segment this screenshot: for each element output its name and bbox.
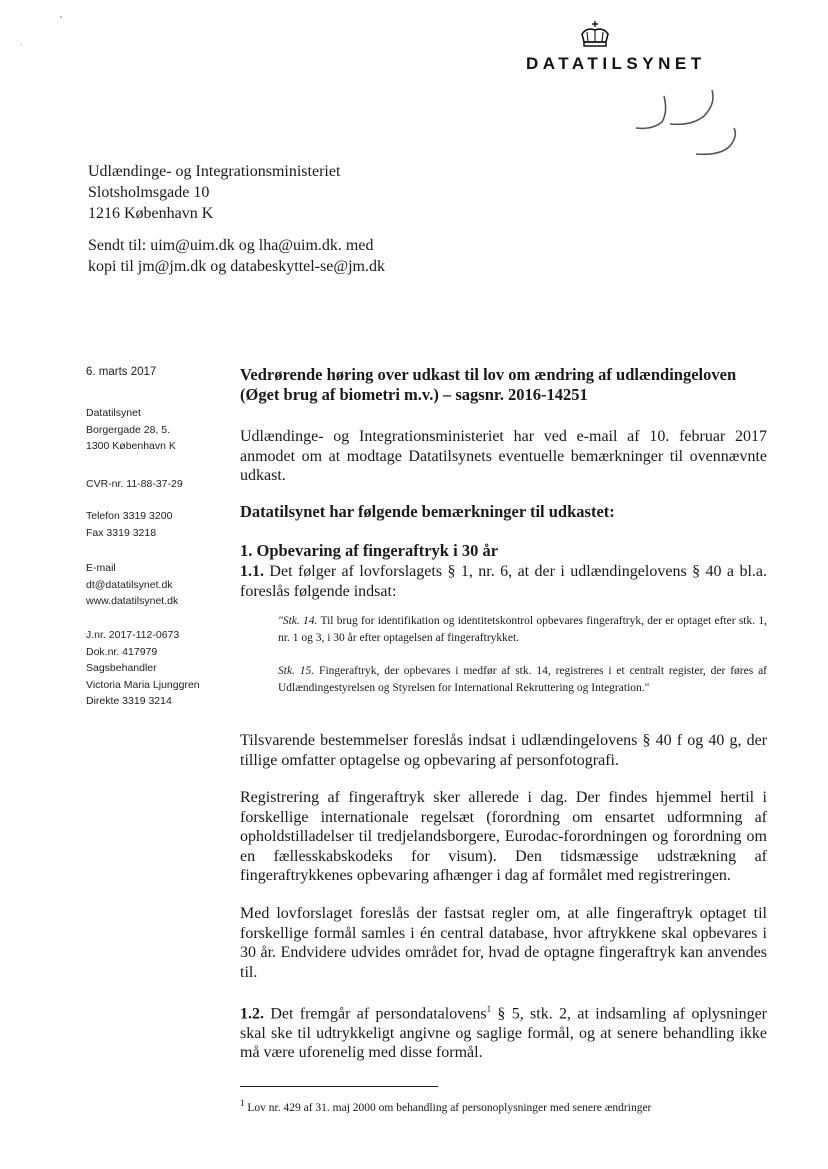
journal-number: J.nr. 2017-112-0673 <box>86 629 180 641</box>
sender-line: Borgergade 28, 5. <box>86 423 171 436</box>
paragraph-text: Det følger af lovforslagets § 1, nr. 6, at der i udlændingelovens § 40 a bl.a. foreslås følgende indsat: <box>240 563 767 600</box>
subsection-label: Stk. 15. <box>278 665 315 677</box>
phone-line: Telefon 3319 3200 <box>86 510 173 522</box>
paragraph: Tilsvarende bestemmelser foreslås indsat i udlændingelovens § 40 f og 40 g, der tillige omfatter optagelse og opbevaring af personfotografi. <box>240 732 767 769</box>
section-heading: Datatilsynet har følgende bemærkninger til udkastet: <box>240 502 615 521</box>
footnote-reference: 1 <box>486 1004 492 1014</box>
email-address: dt@datatilsynet.dk <box>86 578 173 591</box>
subsection-label: "Stk. 14. <box>278 615 318 627</box>
sender-line: 1300 København K <box>86 440 176 452</box>
paragraph <box>240 1000 767 1063</box>
paragraph: Udlændinge- og Integrationsministeriet har ved e-mail af 10. februar 2017 anmodet om at modtage Datatilsynets eventuelle bemærkninger til ovennævnte udkast. <box>240 428 767 484</box>
footnote-number: 1 <box>240 1098 245 1108</box>
case-handler-name: Victoria Maria Ljunggren <box>86 678 200 691</box>
footnote <box>240 1096 770 1115</box>
direct-phone: Direkte 3319 3214 <box>86 695 172 707</box>
website: www.datatilsynet.dk <box>86 595 179 607</box>
paragraph: Registrering af fingeraftryk sker allerede i dag. Der findes hjemmel hertil i forskellige internationale regelsæt (forordning om ensartet udformning af opholdstilladelser til tredjelandsborgere, Eurodac-forordningen og forordning om en fællesskabskodeks for visum). Den tidsmæssige udstrækning af fingeraftrykkenes opbevaring afhænger i dag af formålet med registreringen. <box>240 789 767 884</box>
sent-to-notice: Sendt til: uim@uim.dk og lha@uim.dk. med kopi til jm@jm.dk og databeskyttel-se@jm.dk <box>88 237 385 275</box>
email-label: E-mail <box>86 562 116 574</box>
sender-line: Datatilsynet <box>86 407 141 419</box>
quoted-provision <box>278 613 767 646</box>
quoted-provision <box>278 663 767 696</box>
crown-icon <box>578 20 612 50</box>
section-heading: 1. Opbevaring af fingeraftryk i 30 år <box>240 541 499 560</box>
paragraph-number: 1.1. <box>240 563 264 580</box>
sender-address <box>86 405 176 455</box>
address-line: Udlændinge- og Integrationsministeriet <box>88 163 341 180</box>
case-handler-label: Sagsbehandler <box>86 662 157 674</box>
footnote-divider <box>240 1086 438 1087</box>
address-line: Slotsholmsgade 10 <box>88 184 210 201</box>
scan-speck <box>60 16 62 18</box>
footnote-text: Lov nr. 429 af 31. maj 2000 om behandling af personoplysninger med senere ændringer <box>247 1101 652 1114</box>
cvr-number: CVR-nr. 11-88-37-29 <box>86 478 183 490</box>
handwritten-annotation <box>618 88 748 168</box>
letter-date: 6. marts 2017 <box>86 366 157 378</box>
paragraph-number: 1.2. <box>240 1005 264 1023</box>
letter-subject: Vedrørende høring over udkast til lov om ændring af udlændingeloven (Øget brug af biometri m.v.) – sagsnr. 2016-14251 <box>240 365 737 404</box>
paragraph: Med lovforslaget foreslås der fastsat regler om, at alle fingeraftryk optaget til forskellige formål samles i én central database, hvor aftrykkene skal opbevares i 30 år. Endvidere udvides området for, hvad de optagne fingeraftryk kan anvendes til. <box>240 905 767 981</box>
address-line: 1216 København K <box>88 205 214 222</box>
document-number: Dok.nr. 417979 <box>86 645 158 658</box>
paragraph-text: Det fremgår af persondatalovens <box>270 1005 487 1023</box>
quote-text: Fingeraftryk, der opbevares i medfør af stk. 14, registreres i et centralt register, der føres af Udlændingestyrelsen og Styrelsen for International Rekruttering og Integration." <box>278 665 768 694</box>
quote-text: Til brug for identifikation og identitetskontrol opbevares fingeraftryk, der er optaget efter stk. 1, nr. 1 og 3, i 30 år efter optagelsen af fingeraftrykket. <box>278 615 767 644</box>
logo-wordmark <box>526 54 706 74</box>
paragraph-text: § 5, stk. 2, at indsamling af oplysninger skal ske til udtrykkeligt angivne og saglige formål, og at senere behandling ikke må være uforenelig med disse formål. <box>240 1005 767 1062</box>
scan-speck <box>20 44 22 45</box>
logo-text: DATATILSYNET <box>526 54 706 73</box>
case-reference-block <box>86 627 200 710</box>
contact-block <box>86 560 178 610</box>
recipient-address <box>88 161 340 224</box>
phone-block <box>86 508 172 541</box>
fax-line: Fax 3319 3218 <box>86 526 157 539</box>
paragraph <box>240 562 767 601</box>
